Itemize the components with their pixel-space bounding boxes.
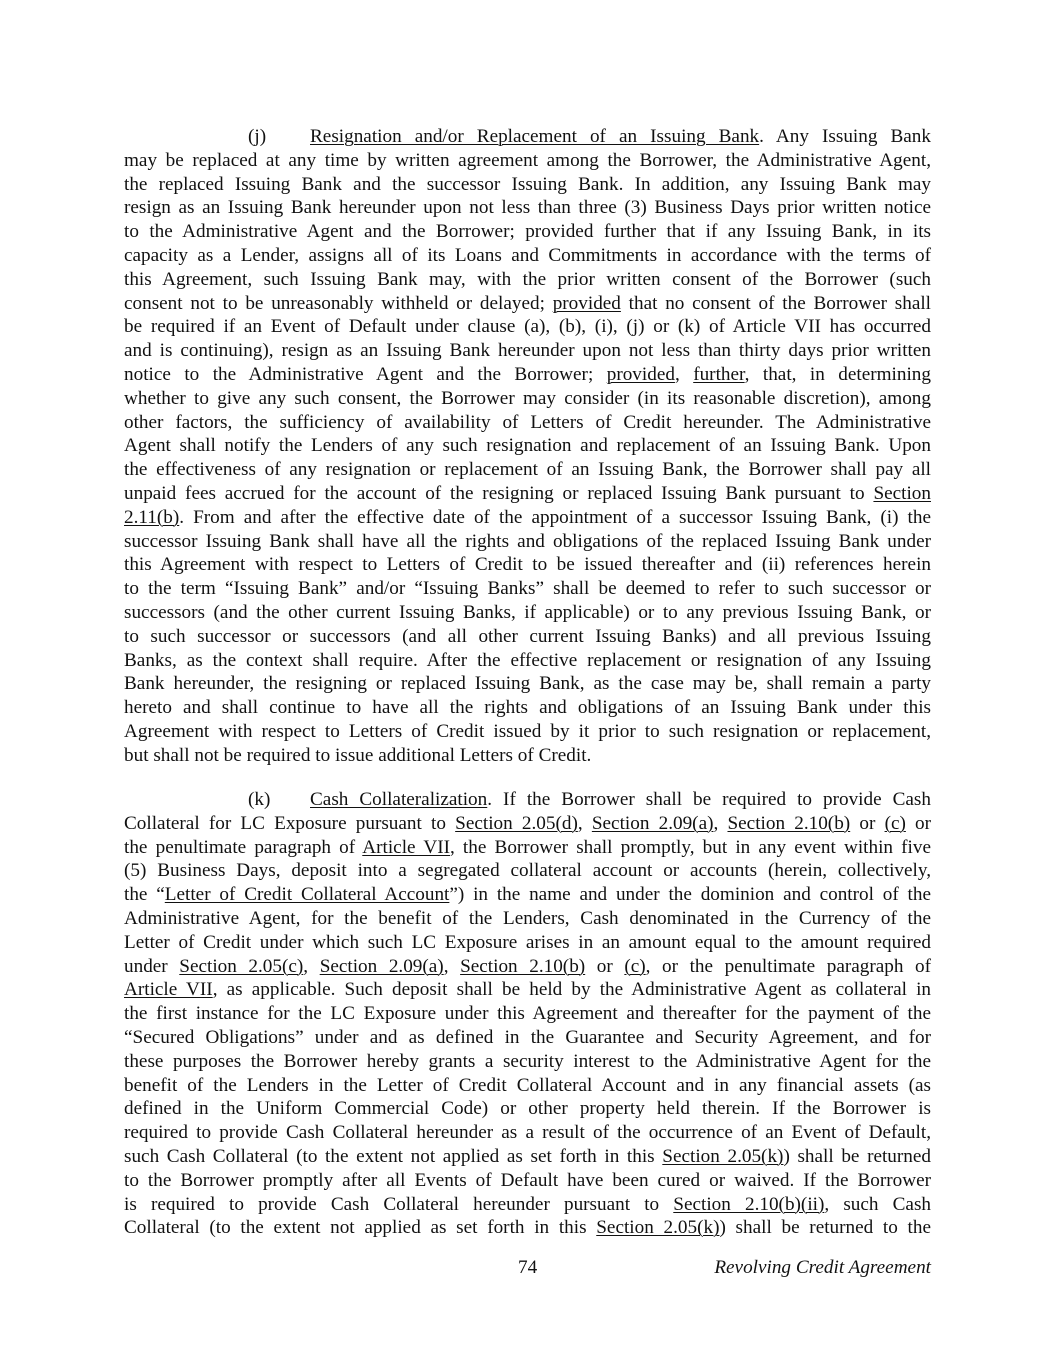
text-line [124, 268, 931, 292]
page-footer [124, 1256, 931, 1280]
underlined-reference: further [693, 363, 745, 385]
text-run: “Secured Obligations” under and as defined in the Guarantee and Security Agreement, and for [124, 1026, 931, 1048]
text-line [124, 1050, 931, 1074]
text-line [124, 553, 931, 577]
text-line [124, 649, 931, 673]
text-run: Banks, as the context shall require. After the effective replacement or resignation of any Issuing [124, 649, 931, 671]
text-line [124, 1145, 931, 1169]
text-run: Collateral for LC Exposure pursuant to [124, 812, 456, 834]
text-line [124, 173, 931, 197]
text-line [124, 458, 931, 482]
text-line [124, 244, 931, 268]
text-run: this Agreement with respect to Letters of Credit to be issued thereafter and (ii) references herein [124, 554, 931, 576]
text-run: , [577, 812, 592, 834]
text-run: whether to give any such consent, the Borrower may consider (in its reasonable discretion), among [124, 387, 931, 409]
text-run: or [585, 955, 625, 977]
underlined-reference: provided [606, 363, 675, 385]
text-run: (5) Business Days, deposit into a segregated collateral account or accounts (herein, collectively, [124, 860, 931, 882]
text-run: and is continuing), resign as an Issuing Bank hereunder upon not less than thirty days prior written [124, 340, 931, 362]
text-run: ) shall be returned to the [719, 1217, 932, 1239]
text-run: , the Borrower shall promptly, but in any event within five [449, 836, 931, 858]
text-run: , or the penultimate paragraph of [645, 955, 932, 977]
text-line [124, 482, 931, 506]
text-line [124, 672, 931, 696]
text-run: resign as an Issuing Bank hereunder upon not less than three (3) Business Days prior written notice [124, 197, 931, 219]
text-line [124, 292, 931, 316]
text-run: . Any Issuing Bank [759, 126, 931, 147]
text-line [124, 196, 931, 220]
underlined-reference: Section 2.10(b) [460, 955, 586, 977]
text-run: or [850, 812, 885, 834]
text-run: capacity as a Lender, assigns all of its Loans and Commitments in accordance with the terms of [124, 244, 931, 266]
text-run: under [124, 955, 180, 977]
text-line [124, 577, 931, 601]
text-run: may be replaced at any time by written agreement among the Borrower, the Administrative Agent, [124, 149, 931, 171]
text-line [124, 411, 931, 435]
text-run: that no consent of the Borrower shall [620, 292, 931, 314]
underlined-reference: (c) [624, 955, 646, 977]
text-run: notice to the Administrative Agent and the Borrower; [124, 363, 607, 385]
text-line [124, 859, 931, 883]
text-run: Agreement with respect to Letters of Credit issued by it prior to such resignation or replacement, [124, 720, 931, 742]
section-label: (k) [248, 789, 271, 810]
text-line [124, 1216, 931, 1240]
text-run: , that, in determining [744, 363, 931, 385]
text-run: benefit of the Lenders in the Letter of Credit Collateral Account and in any financial assets (as [124, 1074, 931, 1096]
text-line [124, 696, 931, 720]
text-run: but shall not be required to issue additional Letters of Credit. [124, 744, 592, 766]
text-line [124, 1121, 931, 1145]
text-run: be required if an Event of Default under clause (a), (b), (i), (j) or (k) of Article VII has occurred [124, 316, 931, 338]
text-line [124, 907, 931, 931]
text-line [124, 315, 931, 339]
text-run: defined in the Uniform Commercial Code) or other property held therein. If the Borrower is [124, 1098, 931, 1120]
text-run: this Agreement, such Issuing Bank may, with the prior written consent of the Borrower (such [124, 268, 931, 290]
text-line [124, 720, 931, 744]
text-run: , as applicable. Such deposit shall be held by the Administrative Agent as collateral in [212, 979, 932, 1001]
text-line [124, 387, 931, 411]
text-run: to the Borrower promptly after all Events of Default have been cured or waived. If the Borrower [124, 1169, 931, 1191]
text-line [124, 625, 931, 649]
text-run: other factors, the sufficiency of availability of Letters of Credit hereunder. The Administrative [124, 411, 931, 433]
text-line [124, 788, 931, 812]
text-run: Collateral (to the extent not applied as set forth in this [124, 1217, 597, 1239]
text-run: Bank hereunder, the resigning or replaced Issuing Bank, as the case may be, shall remain a party [124, 673, 931, 695]
text-run: , [443, 955, 461, 977]
underlined-reference: Cash Collateralization [310, 789, 488, 810]
underlined-reference: Section 2.10(b)(ii) [673, 1193, 825, 1215]
text-run: Administrative Agent, for the benefit of the Lenders, Cash denominated in the Currency of the [124, 907, 931, 929]
text-run: to such successor or successors (and all other current Issuing Banks) and all previous Issuing [124, 625, 931, 647]
text-line [124, 434, 931, 458]
text-run: , such Cash [824, 1193, 932, 1215]
underlined-reference: Section 2.09(a) [319, 955, 444, 977]
text-line [124, 601, 931, 625]
underlined-reference: 2.11(b) [124, 506, 180, 528]
text-run: . If the Borrower shall be required to provide Cash [487, 789, 931, 810]
text-line [124, 1074, 931, 1098]
text-run: ) shall be returned [783, 1145, 931, 1167]
text-run: is required to provide Cash Collateral hereunder pursuant to [124, 1193, 674, 1215]
text-line [124, 125, 931, 149]
text-line [124, 978, 931, 1002]
text-line [124, 220, 931, 244]
text-line [124, 1026, 931, 1050]
underlined-reference: Resignation and/or Replacement of an Issuing Bank [310, 126, 760, 147]
section-j-resignation-replacement-issuing-bank [124, 125, 931, 768]
text-line [124, 836, 931, 860]
underlined-reference: Section [873, 482, 931, 504]
text-line [124, 812, 931, 836]
underlined-reference: Section 2.05(k) [662, 1145, 784, 1167]
text-line [124, 883, 931, 907]
text-run: or [905, 812, 932, 834]
text-line [124, 1097, 931, 1121]
text-run: Letter of Credit under which such LC Exposure arises in an amount equal to the amount required [124, 931, 931, 953]
underlined-reference: Section 2.10(b) [727, 812, 851, 834]
underlined-reference: Section 2.09(a) [591, 812, 714, 834]
underlined-reference: Article VII [124, 979, 213, 1001]
text-run: successor Issuing Bank shall have all the rights and obligations of the replaced Issuing Bank under [124, 530, 931, 552]
underlined-reference: Section 2.05(c) [179, 955, 304, 977]
underlined-reference: Section 2.05(k) [596, 1217, 720, 1239]
underlined-reference: Letter of Credit Collateral Account [164, 884, 450, 906]
text-run: , [303, 955, 320, 977]
text-line [124, 1193, 931, 1217]
text-run: hereto and shall continue to have all the rights and obligations of an Issuing Bank under this [124, 697, 931, 719]
text-run: the first instance for the LC Exposure under this Agreement and thereafter for the payment of the [124, 1003, 931, 1025]
text-run: the effectiveness of any resignation or replacement of an Issuing Bank, the Borrower shall pay all [124, 459, 931, 481]
page-number: 74 [518, 1257, 538, 1278]
text-run: consent not to be unreasonably withheld or delayed; [124, 292, 553, 314]
text-line [124, 506, 931, 530]
text-run: successors (and the other current Issuing Banks, if applicable) or to any previous Issuing Bank, or [124, 601, 931, 623]
text-line [124, 744, 931, 768]
text-run: the replaced Issuing Bank and the successor Issuing Bank. In addition, any Issuing Bank may [124, 173, 931, 195]
text-run: ”) in the name and under the dominion and control of the [449, 884, 931, 906]
underlined-reference: Article VII [362, 836, 450, 858]
text-run: the penultimate paragraph of [124, 836, 363, 858]
text-line [124, 149, 931, 173]
underlined-reference: provided [552, 292, 621, 314]
text-run: such Cash Collateral (to the extent not applied as set forth in this [124, 1145, 663, 1167]
text-line [124, 1169, 931, 1193]
text-run: , [713, 812, 728, 834]
underlined-reference: Section 2.05(d) [455, 812, 578, 834]
document-title: Revolving Credit Agreement [714, 1257, 931, 1278]
text-line [124, 1002, 931, 1026]
text-line [124, 931, 931, 955]
section-k-cash-collateralization [124, 788, 931, 1240]
text-run: Agent shall notify the Lenders of any such resignation and replacement of an Issuing Bank. Upon [124, 435, 931, 457]
text-run: , [674, 363, 694, 385]
text-line [124, 530, 931, 554]
text-run: . From and after the effective date of the appointment of a successor Issuing Bank, (i) the [179, 506, 931, 528]
text-line [124, 955, 931, 979]
text-run: to the term “Issuing Bank” and/or “Issuing Banks” shall be deemed to refer to such successor or [124, 578, 931, 600]
underlined-reference: (c) [884, 812, 906, 834]
section-label: (j) [248, 126, 267, 147]
text-line [124, 339, 931, 363]
text-run: required to provide Cash Collateral hereunder as a result of the occurrence of an Event of Default, [124, 1122, 931, 1144]
text-run: these purposes the Borrower hereby grants a security interest to the Administrative Agent for the [124, 1050, 931, 1072]
text-line [124, 363, 931, 387]
text-run: the “ [124, 884, 165, 906]
text-run: to the Administrative Agent and the Borrower; provided further that if any Issuing Bank, in its [124, 221, 931, 243]
text-run: unpaid fees accrued for the account of the resigning or replaced Issuing Bank pursuant to [124, 482, 874, 504]
